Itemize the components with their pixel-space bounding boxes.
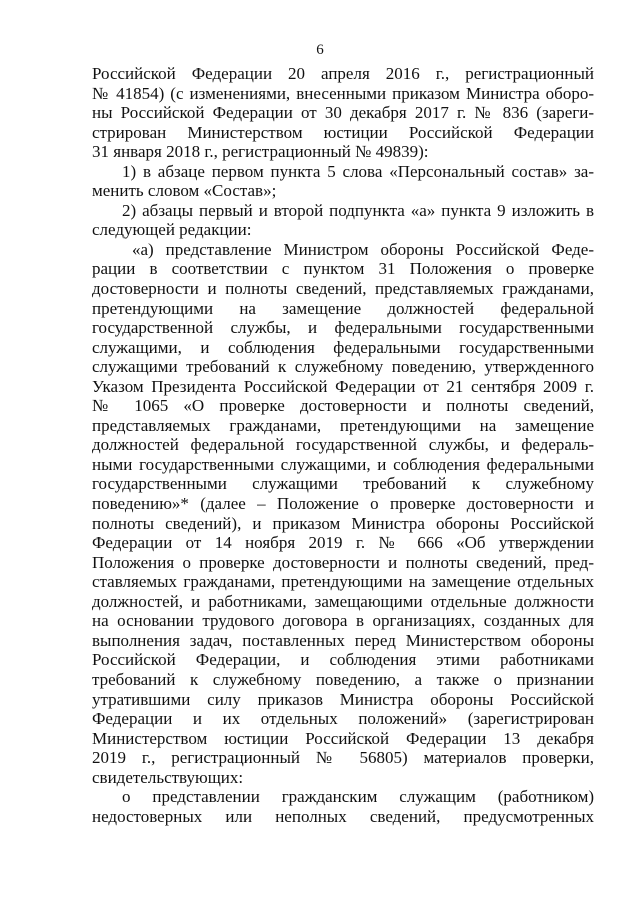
text-line: полноты сведений), и приказом Министра обороны Российской: [92, 513, 594, 533]
text-line: достоверности и полноты сведений, представляемых гражданами,: [92, 279, 594, 299]
text-line: служащими требований к служебному поведению, утвержденного: [92, 357, 594, 377]
text-line: стрирован Министерством юстиции Российской Федерации: [92, 122, 594, 142]
text-line: Указом Президента Российской Федерации от 21 сентября 2009 г.: [92, 376, 594, 396]
text-line: представляемых гражданами, претендующими на замещение: [92, 415, 594, 435]
text-line: Российской Федерации 20 апреля 2016 г., регистрационный: [92, 64, 594, 83]
document-body: [92, 64, 594, 826]
text-line: следующей редакции:: [92, 220, 252, 240]
text-line: должностей федеральной государственной службы, и федераль-: [92, 435, 594, 455]
text-line: государственными служащими требований к служебному: [92, 474, 594, 494]
text-line: требований к служебному поведению, а также о признании: [92, 669, 594, 689]
text-line: Федерации и их отдельных положений» (зарегистрирован: [92, 709, 594, 729]
text-line: 2) абзацы первый и второй подпункта «а» пункта 9 изложить в: [122, 200, 594, 220]
text-line: должностей, и работниками, замещающими отдельные должности: [92, 591, 594, 611]
text-line: № 41854) (с изменениями, внесенными приказом Министра оборо-: [92, 83, 594, 103]
text-line: государственной службы, и федеральными государственными: [92, 318, 594, 338]
text-line: служащими, и соблюдения федеральными государственными: [92, 337, 594, 357]
text-line: 2019 г., регистрационный № 56805) материалов проверки,: [92, 748, 594, 768]
text-line: ставляемых гражданами, претендующими на замещение отдельных: [92, 572, 594, 592]
text-line: 1) в абзаце первом пункта 5 слова «Персональный состав» за-: [122, 161, 594, 181]
text-line: ны Российской Федерации от 30 декабря 2017 г. № 836 (зареги-: [92, 103, 594, 123]
text-line: «а) представление Министром обороны Российской Феде-: [132, 239, 594, 259]
text-line: № 1065 «О проверке достоверности и полноты сведений,: [92, 396, 594, 416]
text-line: недостоверных или неполных сведений, предусмотренных: [92, 806, 594, 826]
text-line: Федерации от 14 ноября 2019 г. № 666 «Об утверждении: [92, 533, 594, 553]
text-line: утратившими силу приказов Министра обороны Российской: [92, 689, 594, 709]
text-line: о представлении гражданским служащим (работником): [122, 787, 594, 807]
text-line: Российской Федерации, и соблюдения этими работниками: [92, 650, 594, 670]
page-number: 6: [316, 42, 324, 58]
text-line: претендующими на замещение должностей федеральной: [92, 298, 594, 318]
text-line: рации в соответствии с пунктом 31 Положения о проверке: [92, 259, 594, 279]
text-line: поведению»* (далее – Положение о проверке достоверности и: [92, 494, 594, 514]
text-line: Министерством юстиции Российской Федерации 13 декабря: [92, 728, 594, 748]
text-line: Положения о проверке достоверности и полноты сведений, пред-: [92, 552, 594, 572]
text-line: на основании трудового договора в организациях, созданных для: [92, 611, 594, 631]
text-line: менить словом «Состав»;: [92, 181, 277, 201]
text-line: свидетельствующих:: [92, 767, 244, 787]
text-line: выполнения задач, поставленных перед Министерством обороны: [92, 630, 594, 650]
text-line: ными государственными служащими, и соблюдения федеральными: [92, 454, 594, 474]
text-line: 31 января 2018 г., регистрационный № 49839):: [92, 142, 429, 162]
